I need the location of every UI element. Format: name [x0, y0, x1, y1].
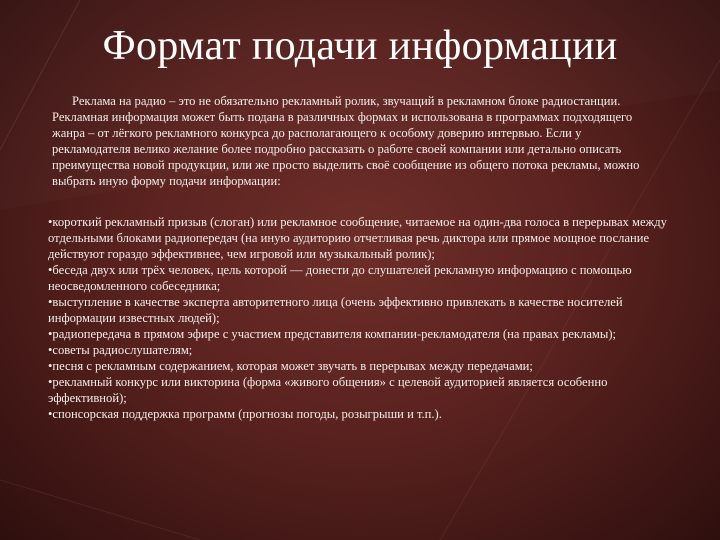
bullet-item: •короткий рекламный призыв (слоган) или рекламное сообщение, читаемое на один-два голоса в перерывах между отдельными блоками радиопередач (на иную аудиторию отчетливая речь диктора или прямое мощное послание действуют гораздо эффективнее, чем игровой или музыкальный ролик);: [48, 215, 667, 261]
bullet-item: •радиопередача в прямом эфире с участием представителя компании-рекламодателя (на правах рекламы);: [48, 327, 617, 341]
bullet-item: •беседа двух или трёх человек, цель которой — донести до слушателей рекламную информацию с помощью неосведомленного собеседника;: [48, 263, 632, 293]
bullet-item: •выступление в качестве эксперта авторитетного лица (очень эффективно привлекать в качестве носителей информации известных людей);: [48, 295, 623, 325]
bullet-list: [48, 214, 676, 422]
bullet-item: •рекламный конкурс или викторина (форма «живого общения» с целевой аудиторией является особенно эффективной);: [48, 375, 608, 405]
intro-paragraph: Реклама на радио – это не обязательно рекламный ролик, звучащий в рекламном блоке радиостанции. Рекламная информация может быть подана в различных формах и использована в программах подходящего жанра – от лёгкого рекламного конкурса до располагающего к особому доверию интервью. Если у рекламодателя велико желание более подробно рассказать о работе своей компании или детально описать преимущества новой продукции, или же просто выделить своё сообщение из общего потока рекламы, можно выбрать иную форму подачи информации:: [52, 94, 640, 188]
bullet-item: •советы радиослушателям;: [48, 343, 193, 357]
decor-line-left: [0, 480, 200, 540]
bullet-item: •песня с рекламным содержанием, которая может звучать в перерывах между передачами;: [48, 359, 533, 373]
slide-title: Формат подачи информации: [102, 23, 618, 69]
bullet-item: •спонсорская поддержка программ (прогнозы погоды, розыгрыши и т.п.).: [48, 407, 442, 421]
